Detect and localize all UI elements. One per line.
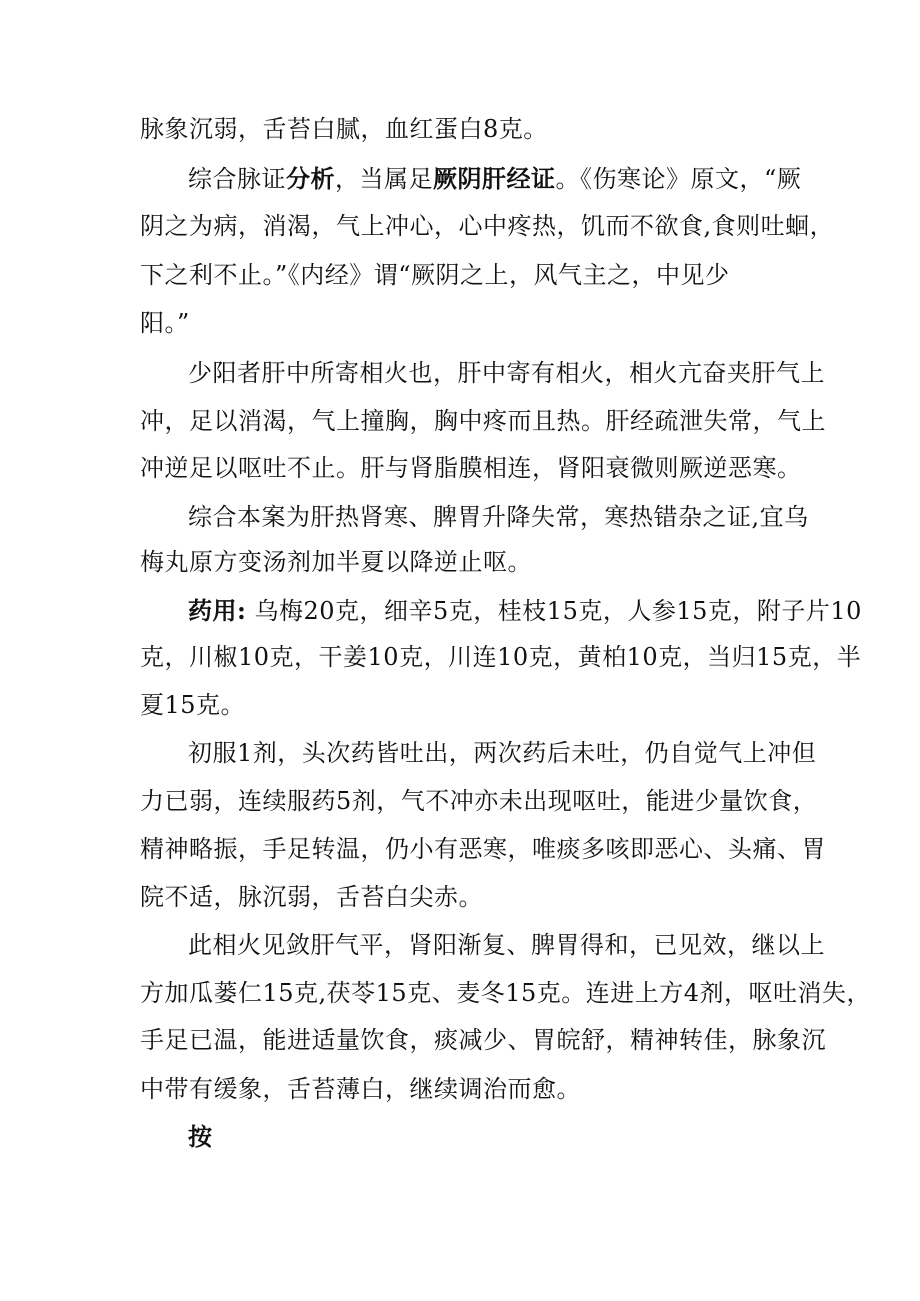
- text-line: 精神略振，手足转温，仍小有恶寒，唯痰多咳即恶心、头痛、胃: [140, 835, 826, 863]
- text-line: 阴之为病，消渴，气上冲心，心中疼热，饥而不欲食,食则吐蛔，: [140, 212, 835, 240]
- text-span: 。《伤寒论》原文，“厥: [555, 165, 802, 193]
- text-line: 综合本案为肝热肾寒、脾胃升降失常，寒热错杂之证,宜乌: [188, 503, 809, 531]
- text-line: [188, 163, 802, 195]
- text-line: 冲，足以消渴，气上撞胸，胸中疼而且热。肝经疏泄失常，气上: [140, 407, 826, 435]
- text-line: 手足已温，能进适量饮食，痰减少、胃皖舒，精神转佳，脉象沉: [140, 1026, 826, 1054]
- text-line: 方加瓜蒌仁15克,茯苓15克、麦冬15克。连进上方4剂，呕吐消失，: [140, 979, 872, 1007]
- text-line: 夏15克。: [140, 691, 246, 719]
- text-line: 脉象沉弱，舌苔白腻，血红蛋白8克。: [140, 115, 548, 143]
- text-line: [188, 595, 862, 627]
- text-line: 下之利不止。”《内经》谓“厥阴之上，风气主之，中见少: [140, 261, 730, 289]
- text-line: 中带有缓象，舌苔薄白，继续调治而愈。: [140, 1075, 581, 1103]
- text-span: 乌梅20克，细辛5克，桂枝15克，人参15克，附子片10: [246, 597, 862, 625]
- text-line: 院不适，脉沉弱，舌苔白尖赤。: [140, 883, 483, 911]
- text-line: 梅丸原方变汤剂加半夏以降逆止呕。: [140, 548, 532, 576]
- text-span: 综合脉证: [188, 165, 286, 193]
- bold-label: 药用:: [188, 596, 247, 625]
- bold-text: 分析: [286, 164, 335, 193]
- bold-text: 厥阴肝经证: [433, 164, 556, 193]
- text-line: 少阳者肝中所寄相火也，肝中寄有相火，相火亢奋夹肝气上: [188, 359, 825, 387]
- text-line: 克，川椒10克，干姜10克，川连10克，黄柏10克，当归15克，半: [140, 643, 862, 671]
- text-line: 冲逆足以呕吐不止。肝与肾脂膜相连，肾阳衰微则厥逆恶寒。: [140, 454, 802, 482]
- text-span: ，当属足: [335, 165, 433, 193]
- section-heading: 按: [188, 1122, 213, 1151]
- text-line: 阳。”: [140, 309, 190, 337]
- text-line: 力已弱，连续服药5剂，气不冲亦未出现呕吐，能进少量饮食，: [140, 787, 818, 815]
- text-line: 此相火见敛肝气平，肾阳渐复、脾胃得和，已见效，继以上: [188, 931, 825, 959]
- text-line: 初服1剂，头次药皆吐出，两次药后未吐，仍自觉气上冲但: [188, 739, 817, 767]
